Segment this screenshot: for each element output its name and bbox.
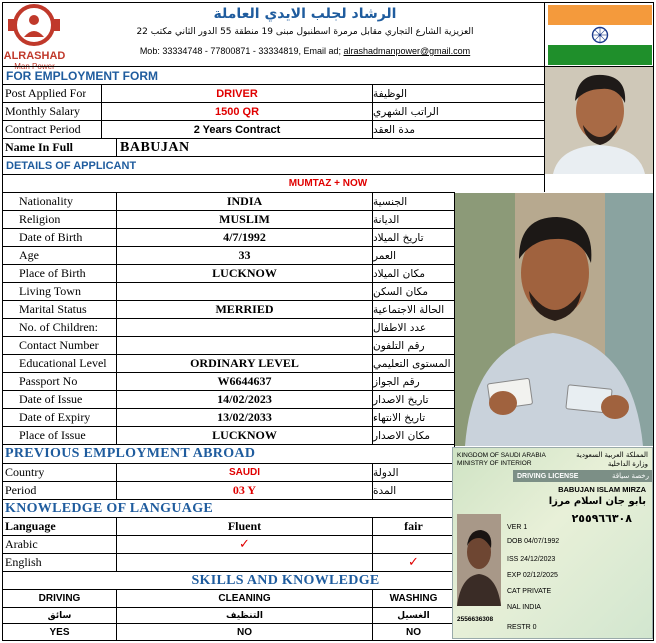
driving-license-card xyxy=(452,447,653,639)
detail-label-nationality: Nationality xyxy=(19,194,73,208)
detail-label-date-of-issue: Date of Issue xyxy=(19,392,83,406)
detail-arabic-education: المستوى التعليمي xyxy=(373,357,451,370)
full-name-label: Name In Full xyxy=(5,140,74,154)
license-exp: EXP 02/12/2025 xyxy=(507,572,558,579)
license-holder-en: BABUJAN ISLAM MIRZA xyxy=(558,485,646,494)
detail-label-children: No. of Children: xyxy=(19,320,98,334)
company-address-arabic: العزيزية الشارع التجاري مقابل مرمرة اسطنبول مبنى 19 منطقة 55 الدور الثاني مكتب 22 xyxy=(136,27,474,37)
language-arabic-label: Arabic xyxy=(5,537,38,551)
contract-period-arabic: مدة العقد xyxy=(373,123,415,136)
license-holder-photo xyxy=(457,514,501,606)
form-title: FOR EMPLOYMENT FORM xyxy=(6,68,158,83)
license-restr: RESTR 0 xyxy=(507,624,537,631)
license-id-number: 2556636308 xyxy=(457,616,494,623)
detail-value-children xyxy=(117,319,372,336)
skill-cleaning-label: CLEANING xyxy=(218,592,271,604)
detail-value-education: ORDINARY LEVEL xyxy=(190,356,299,370)
detail-arabic-place-of-issue: مكان الاصدار xyxy=(373,429,430,442)
skill-cleaning-arabic: التنظيف xyxy=(226,610,263,621)
post-applied-arabic: الوظيفة xyxy=(373,87,408,100)
license-dob: DOB 04/07/1992 xyxy=(507,538,560,545)
detail-arabic-nationality: الجنسية xyxy=(373,195,408,208)
previous-country-label: Country xyxy=(5,465,45,479)
language-english-fluent-check xyxy=(117,554,372,571)
detail-arabic-children: عدد الاطفال xyxy=(373,321,427,334)
detail-value-place-of-issue: LUCKNOW xyxy=(212,428,277,442)
detail-arabic-age: العمر xyxy=(373,249,397,262)
license-holder-ar: بابو جان اسلام مرزا xyxy=(548,496,646,507)
india-flag xyxy=(548,5,652,65)
detail-label-passport-no: Passport No xyxy=(19,374,78,388)
full-name-value: BABUJAN xyxy=(120,139,190,155)
applicant-full-photo xyxy=(455,193,653,446)
license-ministry-ar: وزارة الداخلية xyxy=(607,460,648,468)
license-header-en: KINGDOM OF SAUDI ARABIA xyxy=(457,452,546,459)
company-title-arabic: الرشاد لجلب الايدي العاملة xyxy=(213,6,397,22)
detail-value-nationality: INDIA xyxy=(226,194,263,208)
post-applied-value: DRIVER xyxy=(216,87,258,100)
detail-label-religion: Religion xyxy=(19,212,61,226)
detail-value-marital-status: MERRIED xyxy=(215,302,274,316)
detail-label-contact-number: Contact Number xyxy=(19,338,99,352)
applicant-portrait-photo xyxy=(545,67,653,174)
license-iss: ISS 24/12/2023 xyxy=(507,556,556,563)
license-number: ٢٥٥٩٦٦٣٠٨ xyxy=(571,512,632,525)
license-ver: VER 1 xyxy=(507,524,528,531)
license-photo-person-icon xyxy=(457,514,501,606)
previous-period-value: 03 Y xyxy=(232,483,257,497)
detail-value-date-of-expiry: 13/02/2033 xyxy=(217,410,272,424)
detail-label-age: Age xyxy=(19,248,39,262)
detail-arabic-passport-no: رقم الجواز xyxy=(373,375,420,388)
detail-label-dob: Date of Birth xyxy=(19,230,83,244)
detail-value-religion: MUSLIM xyxy=(219,212,270,226)
previous-employment-title: PREVIOUS EMPLOYMENT ABROAD xyxy=(5,446,256,461)
skill-cleaning-value: NO xyxy=(237,626,252,638)
detail-label-marital-status: Marital Status xyxy=(19,302,87,316)
language-title: KNOWLEDGE OF LANGUAGE xyxy=(5,500,214,516)
language-header-fluent: Fluent xyxy=(227,519,262,533)
agent-name: MUMTAZ + NOW xyxy=(288,178,368,189)
detail-label-place-of-birth: Place of Birth xyxy=(19,266,86,280)
monthly-salary-arabic: الراتب الشهري xyxy=(373,105,439,118)
skill-washing-value: NO xyxy=(406,626,421,638)
contract-period-value: 2 Years Contract xyxy=(193,123,281,136)
detail-arabic-date-of-issue: تاريخ الاصدار xyxy=(373,393,429,406)
skill-driving-value: YES xyxy=(49,626,70,638)
license-title-en: DRIVING LICENSE xyxy=(517,472,579,480)
logo-name: ALRASHAD xyxy=(3,50,66,62)
detail-value-place-of-birth: LUCKNOW xyxy=(212,266,277,280)
language-arabic-fair-check xyxy=(373,536,454,553)
detail-value-living-town xyxy=(117,283,372,300)
logo-emblem-icon xyxy=(3,3,66,47)
license-ministry-en: MINISTRY OF INTERIOR xyxy=(457,460,532,467)
detail-arabic-contact-number: رقم التلفون xyxy=(373,339,425,352)
ashoka-chakra-icon xyxy=(591,26,609,44)
license-nal: NAL INDIA xyxy=(507,604,541,611)
detail-arabic-dob: تاريخ الميلاد xyxy=(373,231,424,244)
language-header-label: Language xyxy=(5,519,56,533)
post-applied-label: Post Applied For xyxy=(5,86,87,100)
detail-arabic-date-of-expiry: تاريخ الانتهاء xyxy=(373,411,426,424)
detail-value-age: 33 xyxy=(238,248,251,262)
license-title-ar: رخصة سياقة xyxy=(612,472,649,480)
detail-label-place-of-issue: Place of Issue xyxy=(19,428,86,442)
monthly-salary-value: 1500 QR xyxy=(214,105,260,118)
previous-country-value: SAUDI xyxy=(228,467,261,478)
detail-value-date-of-issue: 14/02/2023 xyxy=(217,392,272,406)
language-english-fair-check: ✓ xyxy=(408,555,419,570)
detail-label-education: Educational Level xyxy=(19,356,107,370)
license-title-bar xyxy=(513,470,653,482)
language-header-fair: fair xyxy=(404,519,423,533)
skills-title: SKILLS AND KNOWLEDGE xyxy=(191,572,380,588)
skill-driving-arabic: سائق xyxy=(47,610,72,621)
company-logo xyxy=(3,3,66,64)
monthly-salary-label: Monthly Salary xyxy=(5,104,80,118)
details-title: DETAILS OF APPLICANT xyxy=(6,159,137,172)
contact-numbers: Mob: 33334748 - 77800871 - 33334819, Email ad; xyxy=(139,46,341,56)
detail-label-date-of-expiry: Date of Expiry xyxy=(19,410,91,424)
detail-arabic-living-town: مكان السكن xyxy=(373,285,428,298)
company-contact xyxy=(70,46,540,56)
contract-period-label: Contract Period xyxy=(5,122,81,136)
detail-arabic-religion: الديانة xyxy=(373,213,400,226)
full-photo-person-icon xyxy=(455,193,653,446)
detail-value-dob: 4/7/1992 xyxy=(223,230,266,244)
skill-washing-label: WASHING xyxy=(389,592,438,604)
previous-country-arabic: الدولة xyxy=(373,466,399,479)
contact-email[interactable]: alrashadmanpower@gmail.com xyxy=(343,46,471,56)
license-header-ar: المملكة العربية السعودية xyxy=(576,451,648,459)
language-arabic-fluent-check: ✓ xyxy=(239,537,250,552)
previous-period-arabic: المدة xyxy=(373,484,397,497)
detail-value-contact-number xyxy=(117,337,372,354)
detail-label-living-town: Living Town xyxy=(19,284,81,298)
portrait-person-icon xyxy=(545,67,653,174)
skill-driving-label: DRIVING xyxy=(38,592,81,604)
skill-washing-arabic: الغسيل xyxy=(397,610,430,621)
detail-arabic-marital-status: الحالة الاجتماعية xyxy=(373,303,445,316)
detail-value-passport-no: W6644637 xyxy=(217,374,272,388)
detail-arabic-place-of-birth: مكان الميلاد xyxy=(373,267,425,280)
license-cat: CAT PRIVATE xyxy=(507,588,552,595)
language-english-label: English xyxy=(5,555,42,569)
previous-period-label: Period xyxy=(5,483,37,497)
